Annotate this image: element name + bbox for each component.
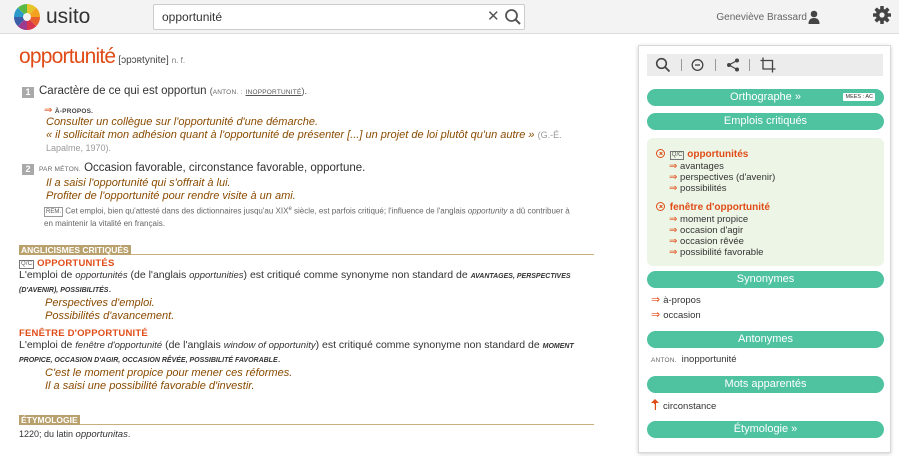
cross-reference — [44, 105, 594, 116]
mees-badge: MEES : AC — [845, 94, 873, 100]
antonym-item[interactable] — [651, 354, 737, 365]
toolbar-divider — [749, 59, 750, 71]
pronunciation: [ɔpɔʀtynite] — [118, 55, 169, 66]
antonym-open: ( — [209, 86, 213, 96]
remark-text: siècle, est parfois critiqué; l'influence de l'anglais — [291, 206, 468, 216]
header — [0, 0, 899, 34]
toolbar-divider — [715, 59, 716, 71]
remark-tag: REM. — [46, 208, 61, 215]
related-word-item[interactable] — [651, 399, 716, 412]
remark-text: a dû contribuer à en maintenir la vitalité en français. — [44, 206, 570, 228]
antonym-label: ANTON. : — [212, 89, 243, 96]
text: . — [127, 428, 131, 439]
definition-text: Occasion favorable, circonstance favorable, opportune. — [84, 162, 366, 174]
arrow-icon: ⇒ — [669, 236, 678, 247]
section-title: ANGLICISMES CRITIQUÉS — [21, 244, 129, 255]
sense-definition — [39, 84, 594, 100]
citation-text: « il sollicitait mon adhésion quant à l'opportunité de présenter [...] un projet de loi plutôt qu'un autre » — [46, 129, 535, 141]
usage-tag: PAR MÉTON. — [39, 166, 81, 173]
text: ) est critiqué comme synonyme non standard de — [243, 268, 471, 281]
arrow-icon: ⇒ — [669, 214, 678, 225]
arrow-icon: ⇒ — [669, 225, 678, 236]
alternative-label: perspectives (d'avenir) — [680, 172, 776, 183]
clear-icon[interactable]: ✕ — [487, 8, 500, 25]
section-anglicismes — [19, 244, 594, 255]
emplois-critiques-panel — [647, 138, 884, 266]
anglicism-heading — [19, 328, 594, 339]
example: Perspectives d'emploi. — [45, 296, 155, 309]
arrow-icon: ⇒ — [44, 105, 53, 116]
arrow-icon: ⇒ — [669, 161, 678, 172]
alternative-item[interactable] — [669, 183, 727, 194]
arrow-icon: ⇒ — [651, 309, 661, 321]
example: Il a saisi l'opportunité qui s'offrait à lui. — [46, 177, 231, 189]
critical-icon — [656, 202, 665, 211]
double-arrow-up-icon — [651, 399, 659, 410]
qc-tag: Q/C — [671, 152, 683, 158]
zoom-in-icon[interactable] — [655, 57, 671, 73]
alternative-label: avantages — [680, 161, 724, 172]
synonym-item[interactable] — [651, 308, 701, 321]
anglicism-term: FENÊTRE D'OPPORTUNITÉ — [19, 327, 148, 339]
text: . — [108, 282, 112, 295]
etymology-text — [19, 428, 594, 441]
standard-alternatives[interactable]: MOMENT PROPICE, OCCASION D'AGIR, OCCASION RÊVÉE, POSSIBILITÉ FAVORABLE — [19, 342, 574, 364]
mots-apparentes-button[interactable]: Mots apparentés — [647, 376, 884, 393]
text: L'emploi de — [19, 338, 76, 351]
qc-tag: Q/C — [21, 260, 33, 267]
logo-icon[interactable] — [12, 3, 42, 31]
text-italic: fenêtre d'opportunité — [75, 339, 163, 351]
text-italic: opportunities — [189, 269, 244, 281]
part-of-speech: n. f. — [171, 56, 186, 65]
example: C'est le moment propice pour mener ces réformes. — [45, 366, 293, 379]
remark — [39, 203, 594, 230]
user-name[interactable]: Geneviève Brassard — [716, 12, 807, 23]
remark-superscript: e — [288, 206, 292, 212]
section-title: ÉTYMOLOGIE — [21, 414, 78, 425]
orthographe-button[interactable] — [647, 89, 884, 106]
antonymes-button[interactable]: Antonymes — [647, 331, 884, 348]
search-icon[interactable] — [504, 8, 522, 26]
article — [19, 45, 594, 441]
sense-number: 2 — [22, 164, 34, 175]
search-box — [153, 4, 525, 30]
citation-source: (G.-É. Lapalme, 1970). — [46, 130, 562, 153]
headword-line — [19, 45, 594, 69]
standard-alternatives[interactable]: AVANTAGES, PERSPECTIVES (D'AVENIR), POSSIBILITÉS — [19, 272, 571, 294]
toolbar-divider — [681, 59, 682, 71]
synonym-label: occasion — [663, 310, 701, 321]
anglicism-text — [19, 339, 594, 367]
synonym-item[interactable] — [651, 293, 701, 306]
alternative-item[interactable] — [669, 214, 748, 225]
orthographe-label: Orthographe » — [730, 91, 801, 103]
logo-text[interactable]: usito — [46, 5, 91, 28]
search-input[interactable] — [162, 8, 472, 26]
critical-term[interactable] — [656, 202, 770, 213]
alternative-label: possibilité favorable — [680, 247, 764, 258]
sense-1 — [19, 84, 594, 155]
text: (de l'anglais — [127, 268, 190, 281]
arrow-icon: ⇒ — [669, 183, 678, 194]
antonym-close: ). — [301, 86, 307, 96]
sense-number: 1 — [22, 87, 34, 98]
headword: opportunité — [19, 45, 116, 68]
alternative-label: possibilités — [680, 183, 727, 194]
etymologie-button[interactable]: Étymologie » — [647, 421, 884, 438]
text: ) est critiqué comme synonyme non standard de — [315, 338, 543, 351]
text: . — [277, 352, 281, 365]
alternative-label: moment propice — [680, 214, 749, 225]
emplois-critiques-button[interactable]: Emplois critiqués — [647, 113, 884, 130]
text: (de l'anglais — [162, 338, 224, 351]
antonym-link[interactable]: INOPPORTUNITÉ — [245, 89, 302, 96]
example: Profiter de l'opportunité pour rendre visite à un ami. — [46, 190, 296, 202]
alternative-item[interactable] — [669, 236, 744, 247]
example: Consulter un collègue sur l'opportunité d'une démarche. — [46, 116, 319, 128]
arrow-icon: ⇒ — [669, 172, 678, 183]
alternative-item[interactable] — [669, 161, 724, 172]
critical-term-label: fenêtre d'opportunité — [669, 202, 770, 213]
toolbar — [647, 54, 883, 76]
example: Il a saisi une possibilité favorable d'investir. — [45, 379, 255, 392]
sense-2 — [19, 161, 594, 230]
arrow-icon: ⇒ — [651, 294, 661, 306]
alternative-item[interactable] — [669, 247, 763, 258]
critical-term-label: opportunités — [687, 149, 749, 160]
antonym-label: ANTON. — [651, 357, 677, 364]
anglicism-heading — [19, 258, 594, 269]
text: 1220; du latin — [19, 428, 76, 439]
arrow-icon: ⇒ — [669, 247, 678, 258]
related-word-label: circonstance — [663, 401, 717, 412]
text-italic: opportunitas — [75, 428, 128, 440]
sense-definition — [39, 161, 594, 177]
crop-icon[interactable] — [760, 57, 776, 73]
critical-icon — [656, 149, 665, 158]
citation — [39, 129, 594, 155]
text-italic: window of opportunity — [223, 339, 316, 351]
share-icon[interactable] — [725, 57, 741, 73]
example: Possibilités d'avancement. — [45, 309, 175, 322]
text-italic: opportunités — [75, 269, 128, 281]
cross-reference-link[interactable]: À-PROPOS. — [54, 108, 94, 115]
critical-term[interactable] — [656, 149, 748, 160]
alternative-item[interactable] — [669, 172, 775, 183]
section-etymologie — [19, 414, 594, 425]
alternative-label: occasion d'agir — [680, 225, 744, 236]
remark-text: Cet emploi, bien qu'attesté dans des dictionnaires jusqu'au XIX — [65, 206, 289, 216]
remark-italic: opportunity — [467, 206, 508, 216]
synonym-label: à-propos — [663, 295, 701, 306]
sidebar — [638, 45, 891, 453]
gear-icon[interactable] — [873, 6, 891, 24]
zoom-out-icon[interactable] — [690, 57, 706, 73]
user-icon[interactable] — [808, 10, 820, 24]
text: L'emploi de — [19, 268, 76, 281]
anglicism-term: OPPORTUNITÉS — [37, 257, 115, 269]
anglicism-text — [19, 269, 594, 297]
synonymes-button[interactable]: Synonymes — [647, 271, 884, 288]
alternative-label: occasion rêvée — [680, 236, 744, 247]
definition-text: Caractère de ce qui est opportun — [39, 85, 207, 97]
antonym-word: inopportunité — [681, 354, 737, 365]
alternative-item[interactable] — [669, 225, 743, 236]
